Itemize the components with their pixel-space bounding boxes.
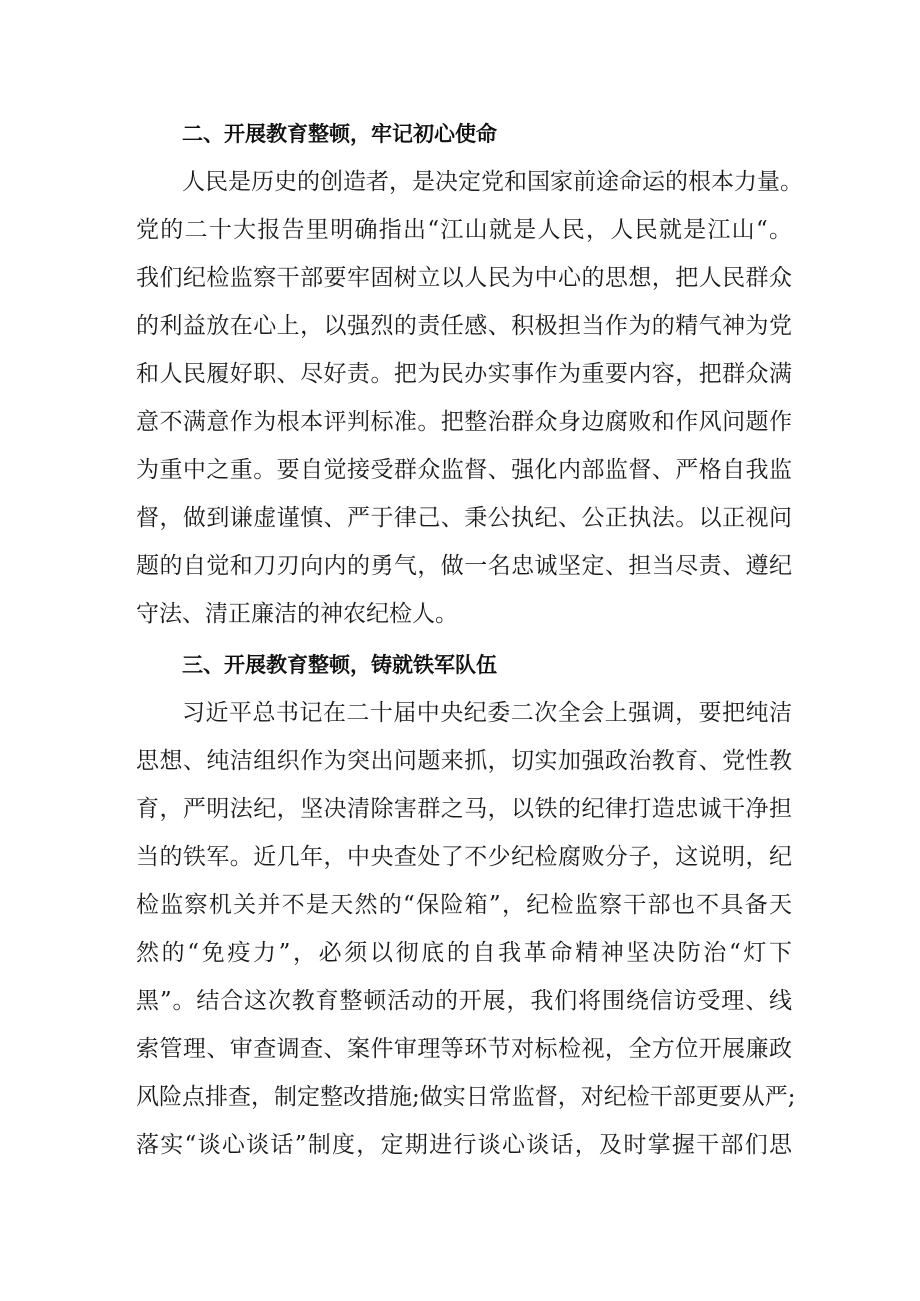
paragraph-line: 落实“谈心谈话”制度，定期进行谈心谈话，及时掌握干部们思 [136, 1132, 792, 1158]
paragraph-line: 督，做到谦虚谨慎、严于律己、秉公执纪、公正执法。以正视问 [136, 505, 792, 531]
paragraph-line: 我们纪检监察干部要牢固树立以人民为中心的思想，把人民群众 [136, 265, 792, 291]
section-2-heading: 二、开展教育整顿，牢记初心使命 [182, 122, 497, 146]
paragraph-line: 黑”。结合这次教育整顿活动的开展，我们将围绕信访受理、线 [136, 988, 792, 1014]
paragraph-line: 当的铁军。近几年，中央查处了不少纪检腐败分子，这说明，纪 [136, 844, 792, 870]
paragraph-line: 和人民履好职、尽好责。把为民办实事作为重要内容，把群众满 [136, 361, 792, 387]
paragraph-line: 然的“免疫力”，必须以彻底的自我革命精神坚决防治“灯下 [136, 940, 792, 966]
document-body [136, 110, 803, 1169]
paragraph-line: 守法、清正廉洁的神农纪检人。 [136, 601, 458, 627]
paragraph-line: 党的二十大报告里明确指出“江山就是人民，人民就是江山“。 [136, 217, 792, 243]
paragraph-line: 风险点排查，制定整改措施;做实日常监督，对纪检干部更要从严; [136, 1084, 796, 1110]
paragraph-line: 育，严明法纪，坚决清除害群之马，以铁的纪律打造忠诚干净担 [136, 796, 792, 822]
section-3-heading: 三、开展教育整顿，铸就铁军队伍 [182, 653, 497, 677]
paragraph-line: 为重中之重。要自觉接受群众监督、强化内部监督、严格自我监 [136, 457, 792, 483]
paragraph-line: 习近平总书记在二十届中央纪委二次全会上强调，要把纯洁 [182, 700, 792, 726]
paragraph-line: 意不满意作为根本评判标准。把整治群众身边腐败和作风问题作 [136, 409, 792, 435]
paragraph-line: 的利益放在心上，以强烈的责任感、积极担当作为的精气神为党 [136, 313, 792, 339]
paragraph-line: 检监察机关并不是天然的“保险箱”，纪检监察干部也不具备天 [136, 892, 792, 918]
paragraph-line: 索管理、审查调查、案件审理等环节对标检视，全方位开展廉政 [136, 1036, 792, 1062]
paragraph-line: 思想、纯洁组织作为突出问题来抓，切实加强政治教育、党性教 [136, 748, 792, 774]
paragraph-line: 题的自觉和刀刃向内的勇气，做一名忠诚坚定、担当尽责、遵纪 [136, 553, 792, 579]
paragraph-line: 人民是历史的创造者，是决定党和国家前途命运的根本力量。 [182, 169, 803, 195]
